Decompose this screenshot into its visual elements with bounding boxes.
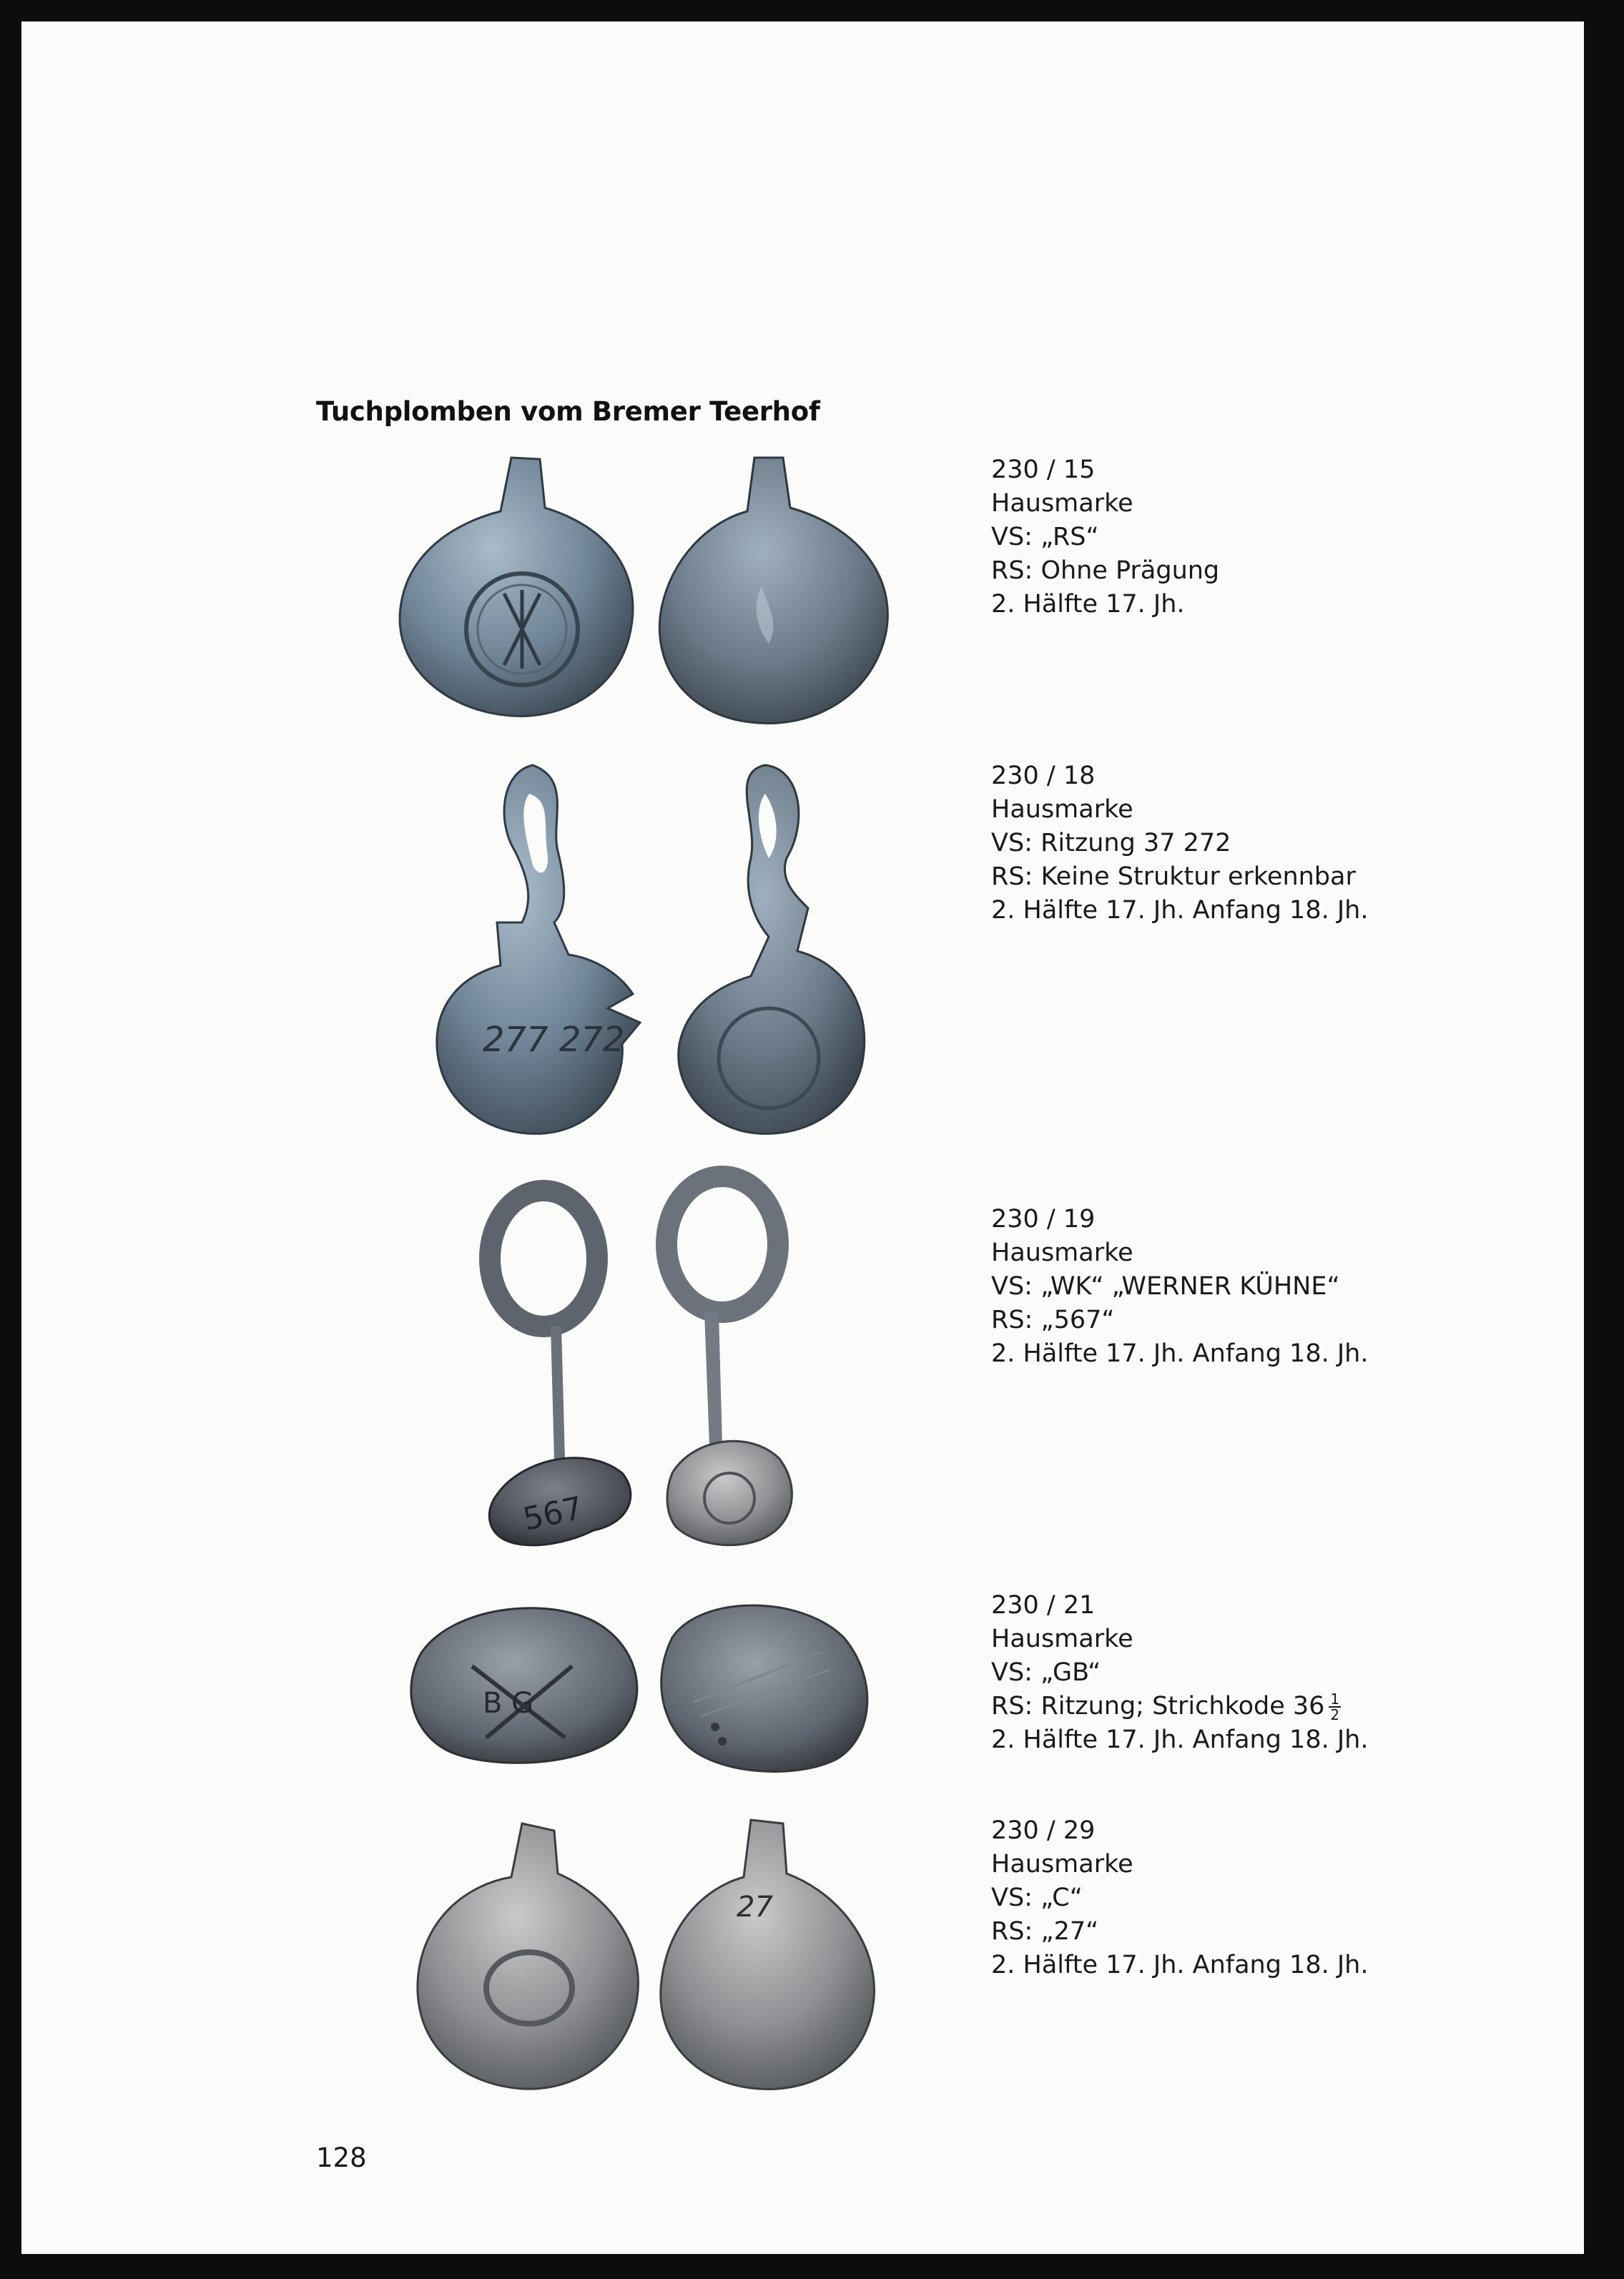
entry-reverse: RS: „27“ (991, 1917, 1099, 1946)
entry-date: 2. Hälfte 17. Jh. (991, 590, 1185, 619)
entry-type: Hausmarke (991, 489, 1133, 518)
entry-obverse: VS: „C“ (991, 1884, 1083, 1912)
seal-230-19-front (489, 1191, 631, 1545)
seal-inscription: 277 272 (483, 1020, 625, 1060)
entry-obverse: VS: „WK“ „WERNER KÜHNE“ (991, 1272, 1340, 1301)
entry-reverse: RS: Keine Struktur erkennbar (991, 862, 1356, 891)
seal-inscription: 27 (737, 1891, 773, 1924)
entry-type: Hausmarke (991, 795, 1133, 824)
entry-id: 230 / 29 (991, 1816, 1096, 1845)
seal-230-29-back (661, 1820, 875, 2090)
entry-date: 2. Hälfte 17. Jh. Anfang 18. Jh. (991, 896, 1369, 925)
page-number: 128 (316, 2142, 367, 2173)
entry-obverse: VS: „GB“ (991, 1658, 1101, 1687)
seal-230-18-front (437, 765, 640, 1133)
entry-obverse: VS: Ritzung 37 272 (991, 829, 1231, 857)
page-heading: Tuchplomben vom Bremer Teerhof (316, 396, 820, 427)
seal-230-29-front (418, 1823, 639, 2089)
seal-230-15-back (659, 458, 887, 724)
entry-reverse: RS: „567“ (991, 1306, 1115, 1334)
entry-id: 230 / 18 (991, 762, 1096, 790)
entry-date: 2. Hälfte 17. Jh. Anfang 18. Jh. (991, 1339, 1369, 1368)
entry-id: 230 / 19 (991, 1205, 1096, 1234)
entry-date: 2. Hälfte 17. Jh. Anfang 18. Jh. (991, 1726, 1369, 1754)
document-page (21, 21, 1584, 2254)
entry-obverse: VS: „RS“ (991, 523, 1099, 551)
seal-230-21-back (661, 1605, 867, 1771)
seal-inscription: 567 (519, 1490, 586, 1538)
entry-id: 230 / 15 (991, 456, 1096, 484)
entry-date: 2. Hälfte 17. Jh. Anfang 18. Jh. (991, 1951, 1369, 1979)
fraction: $\frac{1}{2}$ (1330, 1690, 1340, 1723)
entry-type: Hausmarke (991, 1625, 1133, 1653)
entry-reverse: RS: Ritzung; Strichkode 36 $\frac{1}{2}$ (991, 1690, 1340, 1723)
entry-type: Hausmarke (991, 1239, 1133, 1267)
seal-230-21-front (411, 1608, 637, 1763)
entry-type: Hausmarke (991, 1850, 1133, 1879)
entry-reverse: RS: Ohne Prägung (991, 556, 1220, 585)
entry-id: 230 / 21 (991, 1591, 1096, 1620)
seal-230-18-back (679, 765, 865, 1133)
seal-inscription: B G (483, 1687, 534, 1720)
seal-230-19-back (666, 1176, 792, 1545)
seal-photographs (379, 422, 1094, 2138)
seal-230-15-front (400, 458, 633, 717)
